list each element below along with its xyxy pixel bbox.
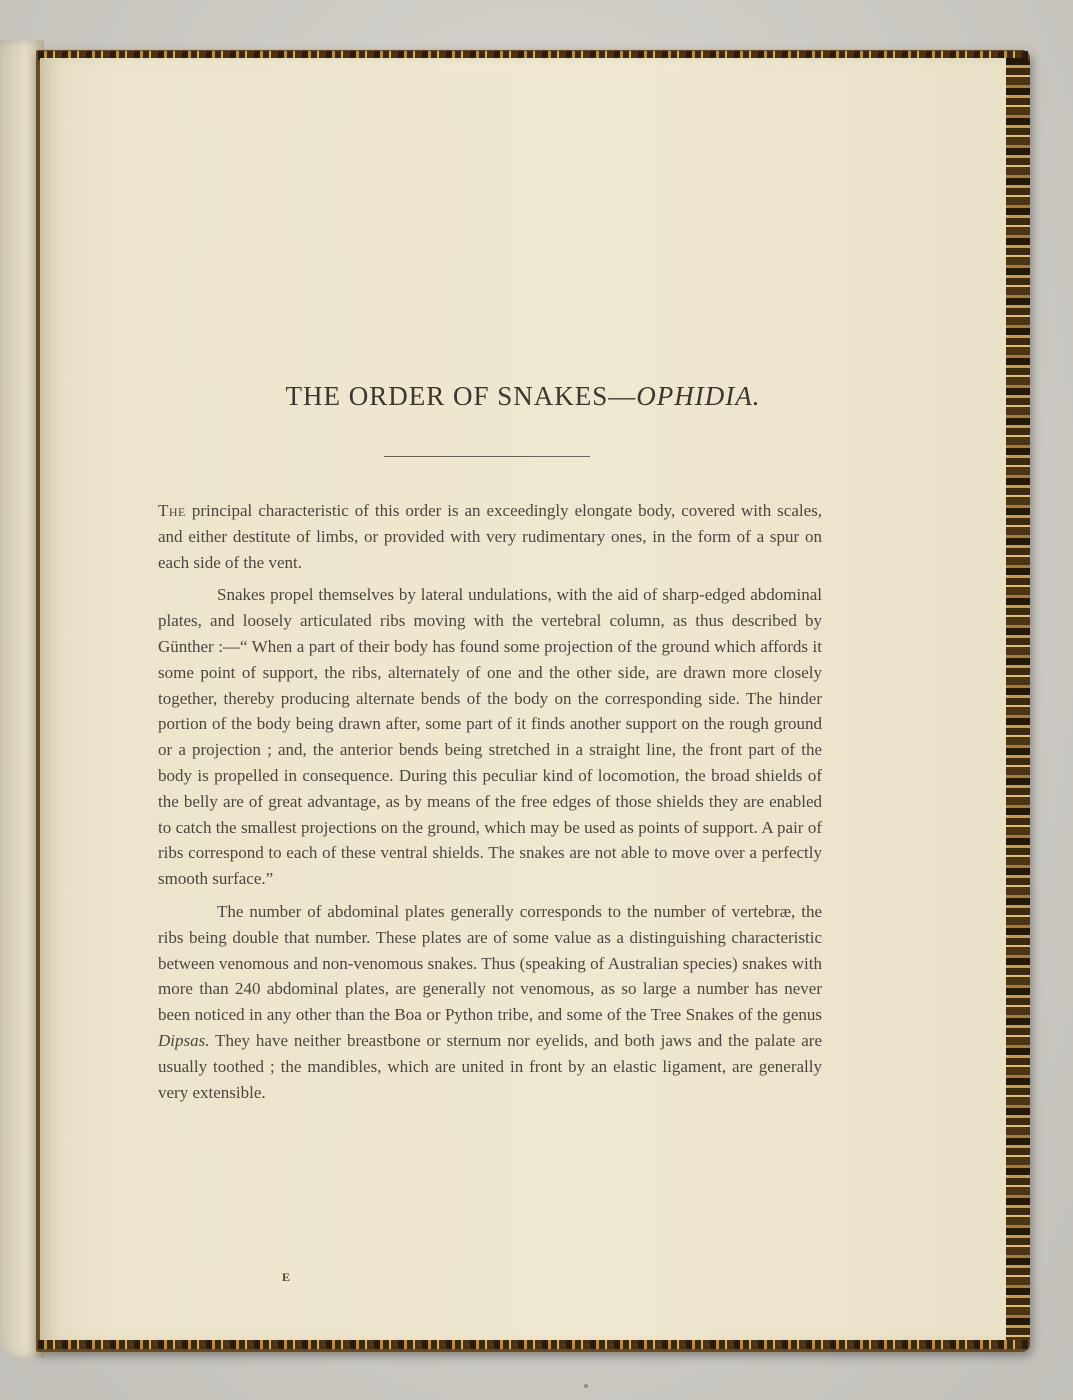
book-page — [40, 58, 1006, 1340]
paragraph-3 — [158, 899, 822, 1105]
chapter-title — [40, 381, 1006, 412]
paragraph-1 — [158, 498, 822, 575]
chapter-title-italic: OPHIDIA. — [636, 381, 761, 411]
paragraph-3-start: The number of abdominal plates generally corresponds to the number of vertebræ, the ribs being double that number. These plates are of some value as a distinguishing characteristic between venomous and non-venomous snakes. Thus (speaking of Australian species) snakes with more than 240 abdominal plates, are generally not venomous, as so large a number has never been noticed in any other than the Boa or Python tribe, and some of the Tree Snakes of the genus — [158, 901, 822, 1025]
paragraph-3-end: They have neither breastbone or sternum nor eyelids, and both jaws and the palate are usually toothed ; the mandibles, which are united in front by an elastic ligament, are generally very extensible. — [158, 1030, 822, 1102]
chapter-title-main: THE ORDER OF SNAKES— — [285, 381, 637, 411]
genus-name: Dipsas. — [158, 1030, 210, 1050]
title-divider — [384, 456, 590, 457]
body-text — [158, 498, 822, 1105]
paragraph-1-body: principal characteristic of this order is an exceedingly elongate body, covered with scales, and either destitute of limbs, or provided with very rudimentary ones, in the form of a spur on each side of the vent. — [158, 501, 822, 572]
marbled-edge-bottom — [38, 1340, 1028, 1349]
signature-mark: E — [282, 1270, 291, 1284]
dust-speck — [584, 1384, 588, 1388]
marbled-edge-right — [1004, 58, 1030, 1342]
paragraph-2: Snakes propel themselves by lateral undulations, with the aid of sharp-edged abdominal plates, and loosely articulated ribs moving with the vertebral column, as thus described by Günther :—“ When a part of their body has found some projection of the ground which affords it some point of support, the ribs, alternately of one and the other side, are drawn more closely together, thereby producing alternate bends of the body on the corresponding side. The hinder portion of the body being drawn after, some part of it finds another support on the rough ground or a projection ; and, the anterior bends being stretched in a straight line, the front part of the body is propelled in consequence. During this peculiar kind of locomotion, the broad shields of the belly are of great advantage, as by means of the free edges of those shields they are enabled to catch the smallest projections on the ground, which may be used as points of support. A pair of ribs correspond to each of these ventral shields. The snakes are not able to move over a perfectly smooth surface.” — [158, 585, 822, 889]
paragraph-1-lead: The — [158, 501, 186, 520]
